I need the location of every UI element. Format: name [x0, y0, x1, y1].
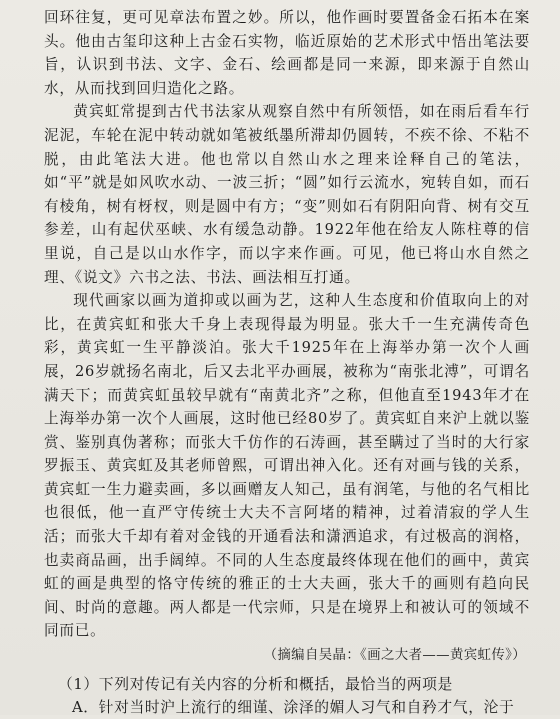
- paragraph-1: 回环往复，更可见章法布置之妙。所以，他作画时要置备金石拓本在案头。他由古玺印这种上古金石实物，临近原始的艺术形式中悟出笔法要旨，认识到书法、文字、金石、绘画都是同一来源，即来源于自然山水，从而找到回归造化之路。: [44, 9, 530, 97]
- source-citation: （摘编自吴晶：《画之大者——黄宾虹传》）: [263, 648, 526, 664]
- option-a: A．针对当时沪上流行的细谨、涂泽的媚人习气和自矜才气，沦于: [72, 699, 515, 717]
- question-stem: （1）下列对传记有关内容的分析和概括，最恰当的两项是: [58, 676, 453, 694]
- paragraph-2: 黄宾虹常提到古代书法家从观察自然中有所领悟，如在雨后看车行泥泥，车轮在泥中转动就如笔被纸墨所滞却仍圆转，不疾不徐、不粘不脱，由此笔法大进。他也常以自然山水之理来诠释自己的笔法，如“平”就是如风吹水动、一波三折；“圆”如行云流水，宛转自如，而石有棱角，树有枒杈，则是圆中有方；“变”则如石有阴阳向背、树有交互参差，山有起伏巫峡、水有缓急动静。1922年他在给友人陈柱尊的信里说，自己是以山水作字，而以字来作画。可见，他已将山水自然之理、《说文》六书之法、书法、画法相互打通。: [44, 103, 530, 286]
- paragraph-3: 现代画家以画为道抑或以画为艺，这种人生态度和价值取向上的对比，在黄宾虹和张大千身上表现得最为明显。张大千一生充满传奇色彩，黄宾虹一生平静淡泊。张大千1925年在上海举办第一次个人画展，26岁就扬名南北，后又去北平办画展，被称为“南张北溥”，可谓名满天下；而黄宾虹虽较早就有“南黄北齐”之称，但他直至1943年才在上海举办第一次个人画展，这时他已经80岁了。黄宾虹自来沪上就以鉴赏、鉴别真伪著称；而张大千仿作的石涛画，甚至瞒过了当时的大行家罗振玉、黄宾虹及其老师曾熙，可谓出神入化。还有对画与钱的关系，黄宾虹一生力避卖画，多以画赠友人知己，虽有润笔，与他的名气相比也很低，他一直严守传统士大夫不言阿堵的精神，过着清寂的学人生活；而张大千却有着对金钱的开通看法和潇洒追求，有过极高的润格，也卖商品画，出手阔绰。不同的人生态度最终体现在他们的画中，黄宾虹的画是典型的恪守传统的雅正的士大夫画，张大千的画则有趋向民间、时尚的意趣。两人都是一代宗师，只是在境界上和被认可的领域不同而已。: [44, 292, 530, 640]
